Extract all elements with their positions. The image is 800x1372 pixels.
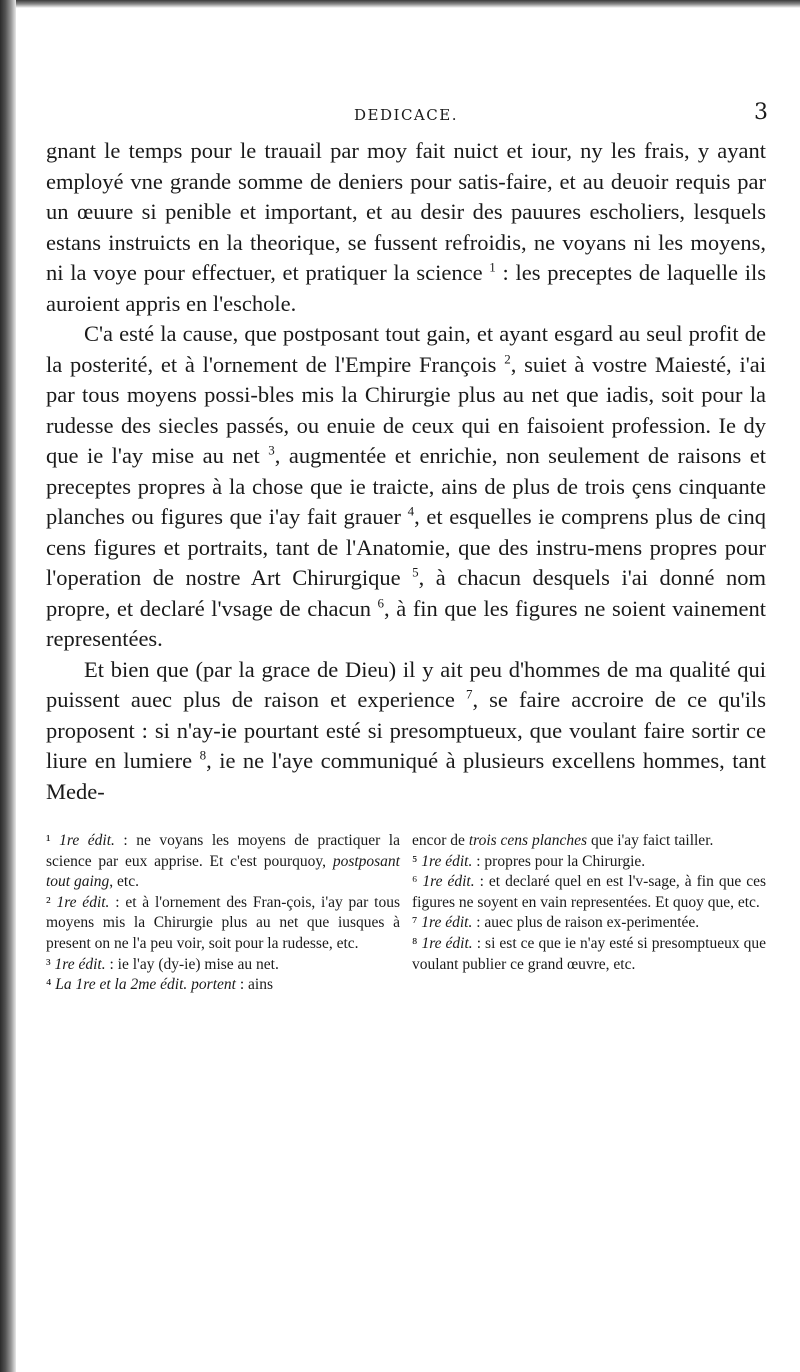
footnote-reference: 8 <box>199 747 207 763</box>
footnote <box>46 893 400 955</box>
text-run: , à fin que les figures ne soient vainement representées. <box>46 595 766 651</box>
footnote-reference: 3 <box>268 442 275 458</box>
running-head <box>46 96 766 136</box>
footnotes <box>46 831 766 996</box>
text-run: que i'ay faict tailler. <box>587 832 714 849</box>
text-run: ⁴ <box>46 976 56 994</box>
footnote-reference: 1 <box>489 259 496 275</box>
text-run: C'a esté la cause, que postposant tout gain, et ayant esgard au seul profit de la posterité, et à l'ornement de l'Empire François <box>46 321 766 377</box>
text-run: Et bien que (par la grace de Dieu) il y ait peu d'hommes de ma qualité qui puissent auec plus de raison et experience <box>46 656 766 712</box>
italic-text: 1re édit. <box>421 934 473 952</box>
text-run: : propres pour la Chirurgie. <box>472 852 646 870</box>
footnote-reference: 4 <box>407 503 415 519</box>
footnotes-right-column <box>412 831 766 996</box>
text-run: ⁸ <box>412 934 422 952</box>
text-run: , ie ne l'aye communiqué à plusieurs excellens hommes, tant Mede- <box>46 748 766 804</box>
footnote <box>412 831 766 852</box>
text-run: : et declaré quel en est l'v-sage, à fin que ces figures ne soyent en vain representées. Et quoy que, etc. <box>412 873 766 911</box>
text-run: : ne voyans les moyens de practiquer la science par eux apprise. Et c'est pourquoy, <box>46 832 400 870</box>
text-run: , etc. <box>109 873 139 891</box>
italic-text: 1re édit. <box>421 852 473 870</box>
footnote <box>46 955 400 976</box>
text-run: ² <box>46 893 57 911</box>
footnote <box>46 831 400 893</box>
text-run: : et à l'ornement des Fran-çois, i'ay par tous moyens mis la Chirurgie plus au net que iusques à present on ne l'a peu voir, soit pour la rudesse, etc. <box>46 893 400 952</box>
italic-text: 1re édit. <box>422 873 475 891</box>
italic-text: La 1re et la 2me édit. portent <box>55 976 236 994</box>
text-run: , se faire accroire de ce qu'ils proposent : si n'ay-ie pourtant esté si presomptueux, que voulant faire sortir ce liure en lumiere <box>46 687 766 773</box>
italic-text: postposant tout gaing <box>46 852 400 891</box>
running-title: DEDICACE. <box>354 106 458 124</box>
scan-top-edge <box>0 0 800 8</box>
text-run: ⁶ <box>412 873 423 891</box>
italic-text: trois cens planches <box>468 832 588 849</box>
text-run: : si est ce que ie n'ay esté si presomptueux que voulant publier ce grand œuvre, etc. <box>412 934 766 973</box>
footnote <box>412 913 766 934</box>
italic-text: 1re édit. <box>54 955 106 973</box>
paragraph <box>46 136 766 319</box>
text-run: : les preceptes de laquelle ils auroient appris en l'eschole. <box>46 260 766 316</box>
footnote <box>412 934 766 975</box>
text-run: ⁷ <box>412 914 422 932</box>
footnote <box>46 975 400 996</box>
text-run: , suiet à vostre Maiesté, i'ai par tous moyens possi-bles mis la Chirurgie plus au net que iadis, soit pour la rudesse des siecles passés, ou enuie de ceux qui en faisoient profession. Ie dy que ie l'ay mise au net <box>46 351 766 468</box>
footnote-reference: 6 <box>377 595 385 610</box>
footnotes-left-column <box>46 831 400 996</box>
text-run: : ie l'ay (dy-ie) mise au net. <box>105 955 279 973</box>
text-run: , à chacun desquels i'ai donné nom propre, et declaré l'vsage de chacun <box>46 565 766 621</box>
paragraph <box>46 655 766 808</box>
text-run: gnant le temps pour le trauail par moy fait nuict et iour, ny les frais, y ayant employé vne grande somme de deniers pour satis-faire, et au deuoir requis par un œuure si penible et important, et au desir des pauures escholiers, lesquels estans instruicts en la theorique, se fussent refroidis, ne voyans ni les moyens, ni la voye pour effectuer, et pratiquer la science <box>46 138 766 285</box>
text-run: , et esquelles ie comprens plus de cinq cens figures et portraits, tant de l'Anatomie, que des instru-mens propres pour l'operation de nostre Art Chirurgique <box>46 504 767 590</box>
book-page <box>46 96 766 996</box>
book-binding-shadow <box>0 0 16 1372</box>
italic-text: 1re édit. <box>59 832 115 849</box>
footnote-reference: 5 <box>412 564 419 580</box>
text-run: , augmentée et enrichie, non seulement de raisons et preceptes propres à la chose que ie traicte, ains de plus de trois çens cinquante planches ou figures que i'ay fait grauer <box>46 443 766 529</box>
footnote <box>412 872 766 913</box>
footnote-reference: 7 <box>465 686 473 702</box>
text-run: ³ <box>46 955 55 973</box>
text-run: ¹ <box>46 832 60 849</box>
page-number: 3 <box>754 100 768 125</box>
italic-text: 1re édit. <box>421 914 473 932</box>
text-run: : auec plus de raison ex-perimentée. <box>472 914 700 932</box>
text-run: ⁵ <box>412 852 422 870</box>
italic-text: 1re édit. <box>56 893 110 911</box>
paragraph <box>46 319 766 655</box>
main-text <box>46 136 766 807</box>
text-run: encor de <box>412 832 469 849</box>
footnote-reference: 2 <box>504 351 511 366</box>
footnote <box>412 852 766 873</box>
text-run: : ains <box>235 976 273 994</box>
